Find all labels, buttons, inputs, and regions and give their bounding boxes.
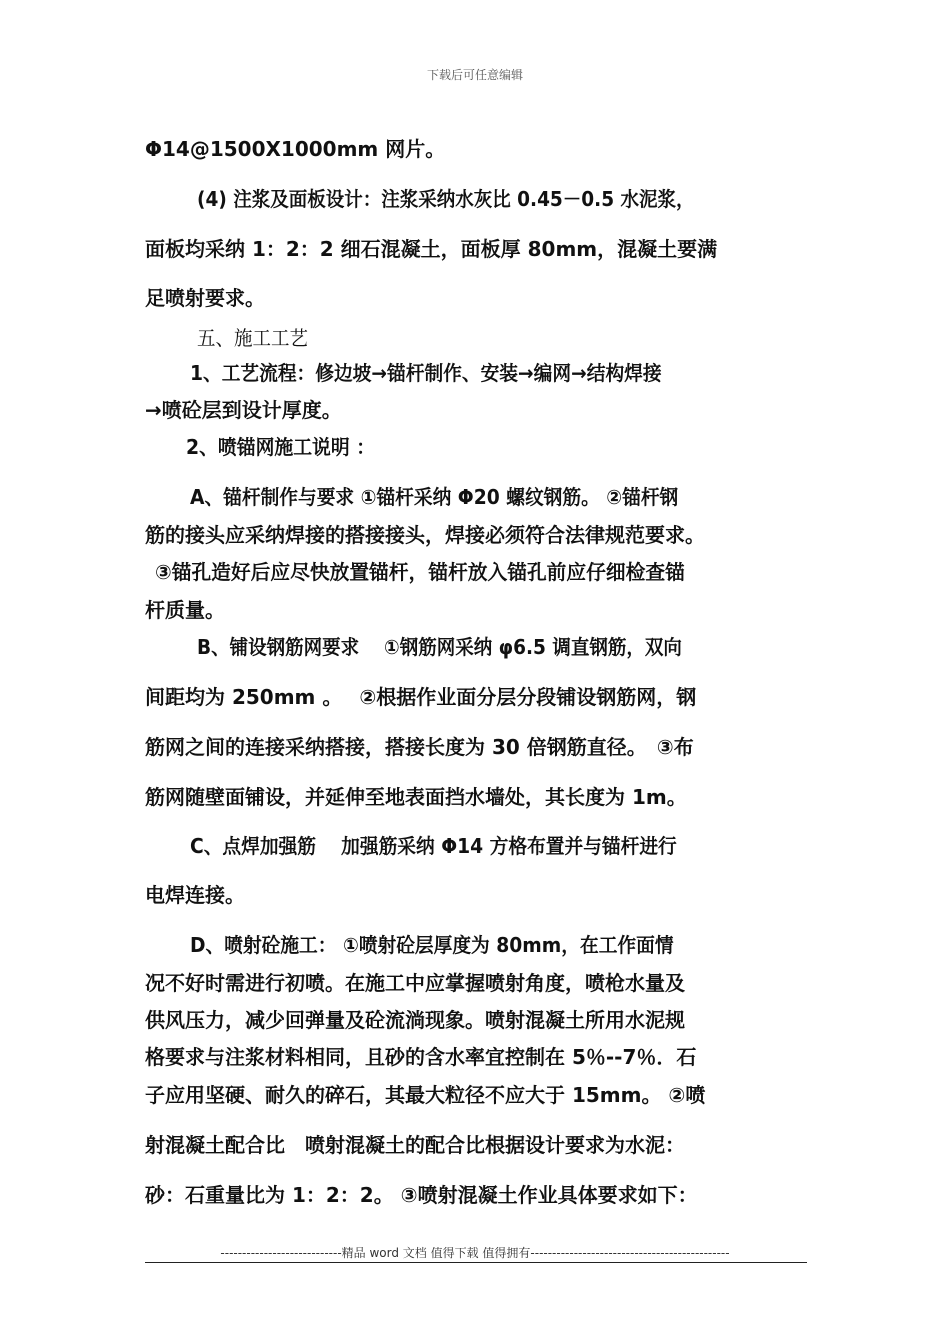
text-line: (4) 注浆及面板设计：注浆采纳水灰比 0.45－0.5 水泥浆， [197, 187, 695, 211]
text-line: B、铺设钢筋网要求 ①钢筋网采纳 φ6.5 调直钢筋，双向 [197, 635, 682, 659]
text-line: C、点焊加强筋 加强筋采纳 Φ14 方格布置并与锚杆进行 [190, 834, 677, 858]
text-line: ③锚孔造好后应尽快放置锚杆，锚杆放入锚孔前应仔细检查锚 [155, 560, 685, 584]
text-line: →喷砼层到设计厚度。 [145, 398, 342, 422]
text-line: D、喷射砼施工： ①喷射砼层厚度为 80mm，在工作面情 [190, 933, 674, 957]
text-line: 足喷射要求。 [145, 286, 265, 310]
section-heading: 五、施工工艺 [197, 326, 308, 350]
footer-divider [145, 1262, 807, 1263]
text-line: 电焊连接。 [145, 883, 245, 907]
text-line: 筋网随壁面铺设，并延伸至地表面挡水墙处，其长度为 1m。 [145, 785, 687, 809]
text-line: 2、喷锚网施工说明 ： [186, 435, 376, 459]
text-line: 砂：石重量比为 1：2：2。 ③喷射混凝土作业具体要求如下： [145, 1183, 698, 1207]
text-line: 1、工艺流程：修边坡→锚杆制作、安装→编网→结构焊接 [190, 361, 662, 385]
text-line: 射混凝土配合比 喷射混凝土的配合比根据设计要求为水泥： [145, 1133, 685, 1157]
text-line: Φ14@1500X1000mm 网片。 [145, 137, 446, 161]
text-line: 格要求与注浆材料相同，且砂的含水率宜控制在 5％--7％．石 [145, 1045, 697, 1069]
text-line: 筋的接头应采纳焊接的搭接接头，焊接必须符合法律规范要求。 [145, 523, 705, 547]
page-header: 下载后可任意编辑 [426, 68, 523, 82]
text-line: 间距均为 250mm 。 ②根据作业面分层分段铺设钢筋网，钢 [145, 685, 697, 709]
text-line: 杆质量。 [145, 598, 225, 622]
page-footer: ----------------------------精品 word 文档 值得下载 值得拥有---------------------------------------------- [220, 1246, 730, 1260]
text-line: 子应用坚硬、耐久的碎石，其最大粒径不应大于 15mm。 ②喷 [145, 1083, 706, 1107]
text-line: 供风压力，减少回弹量及砼流淌现象。喷射混凝土所用水泥规 [145, 1008, 685, 1032]
text-line: A、锚杆制作与要求 ①锚杆采纳 Φ20 螺纹钢筋。 ②锚杆钢 [190, 485, 679, 509]
text-line: 况不好时需进行初喷。在施工中应掌握喷射角度，喷枪水量及 [145, 971, 685, 995]
text-line: 面板均采纳 1：2：2 细石混凝土，面板厚 80mm，混凝土要满 [145, 237, 718, 261]
text-line: 筋网之间的连接采纳搭接，搭接长度为 30 倍钢筋直径。 ③布 [145, 735, 694, 759]
